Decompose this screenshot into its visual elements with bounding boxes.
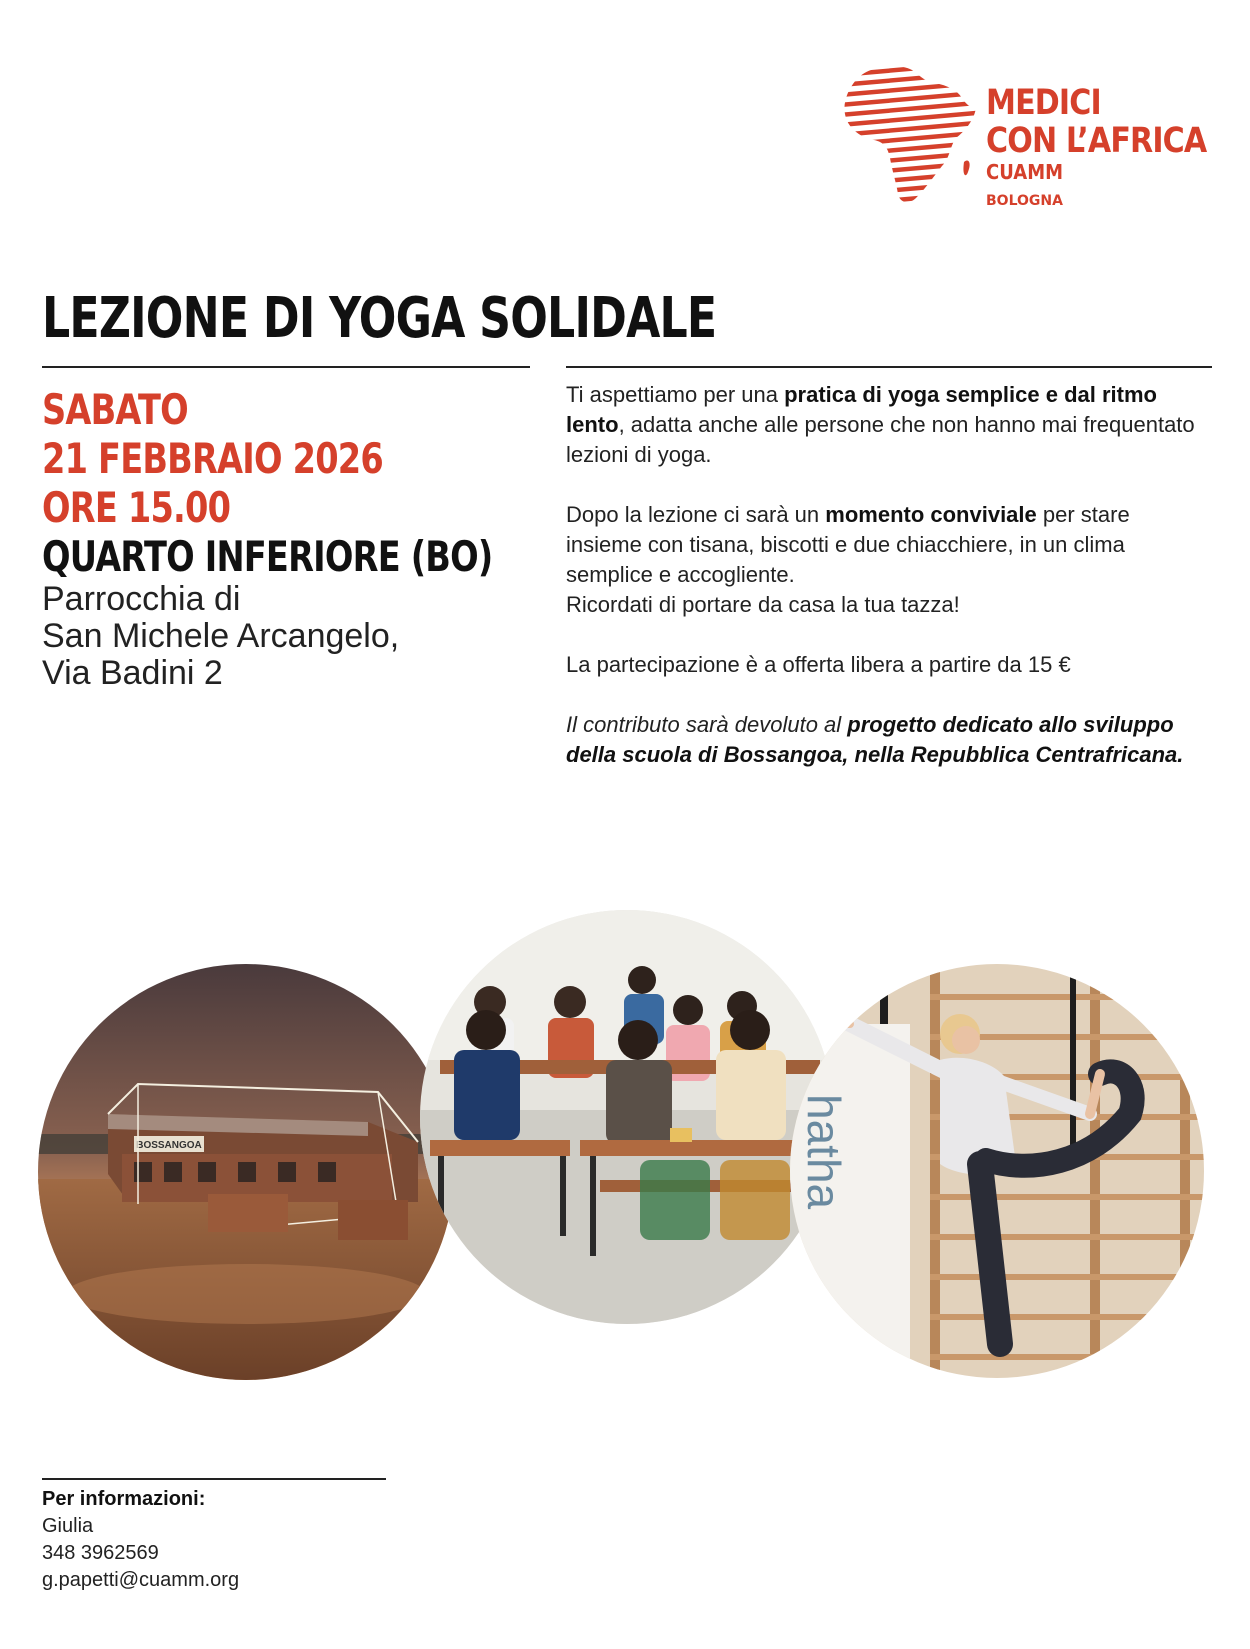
description-text: , adatta anche alle persone che non hanno mai frequentato lezioni di yoga. bbox=[566, 412, 1195, 467]
logo-line-con-lafrica: CON L’AFRICA bbox=[986, 121, 1207, 161]
logo-line-medici: MEDICI bbox=[986, 83, 1101, 123]
photo-school-building bbox=[38, 964, 454, 1380]
page-title: LEZIONE DI YOGA SOLIDALE bbox=[42, 286, 717, 351]
photo-yoga-pose bbox=[790, 964, 1204, 1378]
logo-wordmark bbox=[986, 84, 1242, 214]
description-text: Dopo la lezione ci sarà un bbox=[566, 502, 826, 527]
divider-left bbox=[42, 366, 530, 368]
event-details bbox=[42, 385, 605, 692]
contact-email: g.papetti@cuamm.org bbox=[42, 1569, 240, 1591]
event-address-line: San Michele Arcangelo, bbox=[42, 617, 400, 655]
logo-line-city: BOLOGNA bbox=[986, 193, 1063, 209]
description-paragraph bbox=[566, 380, 1206, 470]
description-text: Ti aspettiamo per una bbox=[566, 382, 785, 407]
contact-info bbox=[42, 1486, 239, 1594]
contact-name: Giulia bbox=[42, 1515, 94, 1537]
description-italic: Il contributo sarà devoluto al bbox=[566, 712, 848, 737]
cuamm-logo bbox=[838, 58, 1218, 208]
description-paragraph: La partecipazione è a offerta libera a partire da 15 € bbox=[566, 652, 1071, 677]
logo-line-cuamm: CUAMM bbox=[986, 160, 1064, 184]
event-address-line: Parrocchia di bbox=[42, 580, 241, 618]
event-day: SABATO bbox=[42, 385, 188, 434]
description-bold: pratica di yoga semplice e dal ritmo lento bbox=[566, 382, 1157, 437]
description-text: Ricordati di portare da casa la tua tazza! bbox=[566, 592, 960, 617]
school-sign-text: BOSSANGOA bbox=[136, 1140, 202, 1151]
event-date: 21 FEBBRAIO 2026 bbox=[42, 434, 383, 483]
event-time: ORE 15.00 bbox=[42, 483, 231, 532]
divider-right bbox=[566, 366, 1212, 368]
event-description bbox=[566, 380, 1206, 800]
description-bold: momento conviviale bbox=[825, 502, 1037, 527]
photo-classroom bbox=[420, 910, 834, 1324]
wall-text: hatha bbox=[798, 1094, 850, 1210]
description-paragraph bbox=[566, 710, 1206, 770]
event-place: QUARTO INFERIORE (BO) bbox=[42, 532, 493, 581]
description-paragraph bbox=[566, 500, 1206, 620]
contact-heading: Per informazioni: bbox=[42, 1488, 206, 1510]
description-bold-italic: progetto dedicato allo sviluppo della scuola di Bossangoa, nella Repubblica Centrafricana. bbox=[566, 712, 1184, 767]
divider-contacts bbox=[42, 1478, 386, 1480]
description-text: per stare insieme con tisana, biscotti e due chiacchiere, in un clima semplice e accogliente. bbox=[566, 502, 1130, 587]
africa-map-icon bbox=[838, 58, 978, 208]
contact-phone: 348 3962569 bbox=[42, 1542, 159, 1564]
event-address-line: Via Badini 2 bbox=[42, 654, 223, 692]
